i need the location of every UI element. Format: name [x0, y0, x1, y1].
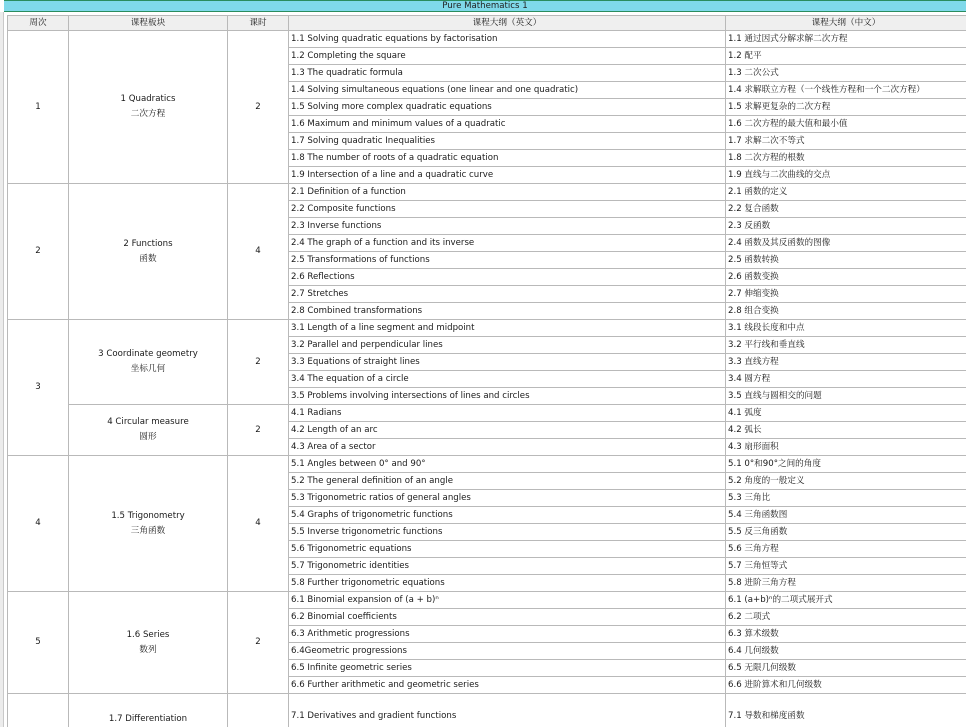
topic-en-cell[interactable]: 5.4 Graphs of trigonometric functions: [289, 507, 726, 524]
module-name-en: 1.7 Differentiation: [108, 714, 188, 724]
topic-cn-cell[interactable]: 1.6 二次方程的最大值和最小值: [726, 116, 966, 133]
table-row: [8, 456, 966, 473]
topic-cn-cell[interactable]: 3.5 直线与圆相交的问题: [726, 388, 966, 405]
hours-cell[interactable]: 2: [228, 592, 289, 694]
week-cell[interactable]: 1: [8, 31, 69, 184]
module-name-en: 1.5 Trigonometry: [111, 510, 185, 521]
topic-en-cell[interactable]: 1.2 Completing the square: [289, 48, 726, 65]
topic-en-cell[interactable]: 5.7 Trigonometric identities: [289, 558, 726, 575]
sheet-title: Pure Mathematics 1: [4, 0, 966, 12]
topic-en-cell[interactable]: 6.1 Binomial expansion of (a + b)ⁿ: [289, 592, 726, 609]
topic-en-cell[interactable]: 2.2 Composite functions: [289, 201, 726, 218]
topic-en-cell[interactable]: 2.6 Reflections: [289, 269, 726, 286]
module-name-cn: 三角函数: [130, 525, 166, 536]
module-name-en: 4 Circular measure: [107, 417, 189, 427]
module-name-en: 1.6 Series: [126, 629, 170, 640]
topic-en-cell[interactable]: 5.6 Trigonometric equations: [289, 541, 726, 558]
week-cell[interactable]: 4: [8, 456, 69, 592]
week-cell[interactable]: 3: [8, 320, 69, 456]
hours-cell[interactable]: 4: [228, 456, 289, 592]
topic-en-cell[interactable]: 2.8 Combined transformations: [289, 303, 726, 320]
week-cell[interactable]: 5: [8, 592, 69, 694]
topic-en-cell[interactable]: 4.3 Area of a sector: [289, 439, 726, 456]
module-name-cn: 函数: [139, 253, 157, 264]
topic-cn-cell[interactable]: 2.6 函数变换: [726, 269, 966, 286]
topic-cn-cell[interactable]: 2.8 组合变换: [726, 303, 966, 320]
hours-cell[interactable]: [228, 694, 289, 727]
topic-en-cell[interactable]: 3.5 Problems involving intersections of lines and circles: [289, 388, 726, 405]
hours-cell[interactable]: 2: [228, 405, 289, 456]
topic-cn-cell[interactable]: 7.1 导数和梯度函数: [726, 694, 966, 727]
topic-cn-cell[interactable]: 1.8 二次方程的根数: [726, 150, 966, 167]
topic-en-cell[interactable]: 2.7 Stretches: [289, 286, 726, 303]
topic-cn-cell[interactable]: 2.5 函数转换: [726, 252, 966, 269]
topic-en-cell[interactable]: 2.5 Transformations of functions: [289, 252, 726, 269]
topic-en-cell[interactable]: 1.3 The quadratic formula: [289, 65, 726, 82]
header-outline-en[interactable]: 课程大纲（英文）: [289, 16, 726, 31]
topic-cn-cell[interactable]: 5.4 三角函数图: [726, 507, 966, 524]
topic-en-cell[interactable]: 2.4 The graph of a function and its inverse: [289, 235, 726, 252]
topic-en-cell[interactable]: 1.5 Solving more complex quadratic equations: [289, 99, 726, 116]
topic-en-cell[interactable]: 1.8 The number of roots of a quadratic equation: [289, 150, 726, 167]
table-row: [8, 184, 966, 201]
topic-en-cell[interactable]: 3.1 Length of a line segment and midpoint: [289, 320, 726, 337]
table-row: [8, 31, 966, 48]
topic-en-cell[interactable]: 1.1 Solving quadratic equations by factorisation: [289, 31, 726, 48]
module-name-en: 1 Quadratics: [120, 94, 176, 104]
topic-cn-cell[interactable]: 2.4 函数及其反函数的图像: [726, 235, 966, 252]
module-cell[interactable]: [69, 592, 228, 694]
module-name-en: 2 Functions: [123, 238, 173, 249]
topic-en-cell[interactable]: 6.4Geometric progressions: [289, 643, 726, 660]
topic-en-cell[interactable]: 5.1 Angles between 0° and 90°: [289, 456, 726, 473]
week-cell[interactable]: 2: [8, 184, 69, 320]
topic-cn-cell[interactable]: 4.3 扇形面积: [726, 439, 966, 456]
module-cell[interactable]: [69, 694, 228, 727]
topic-en-cell[interactable]: 4.2 Length of an arc: [289, 422, 726, 439]
topic-cn-cell[interactable]: 5.8 进阶三角方程: [726, 575, 966, 592]
spreadsheet-grid: [0, 12, 966, 727]
topic-cn-cell[interactable]: 2.1 函数的定义: [726, 184, 966, 201]
header-row: [8, 16, 966, 31]
topic-en-cell[interactable]: 6.5 Infinite geometric series: [289, 660, 726, 677]
topic-cn-cell[interactable]: 5.7 三角恒等式: [726, 558, 966, 575]
topic-en-cell[interactable]: 2.3 Inverse functions: [289, 218, 726, 235]
header-week[interactable]: 周次: [8, 16, 69, 31]
topic-cn-cell[interactable]: 3.3 直线方程: [726, 354, 966, 371]
module-name-en: 3 Coordinate geometry: [98, 349, 198, 359]
topic-cn-cell[interactable]: 1.7 求解二次不等式: [726, 133, 966, 150]
topic-cn-cell[interactable]: 1.2 配平: [726, 48, 966, 65]
module-cell[interactable]: [69, 405, 228, 456]
topic-en-cell[interactable]: 5.2 The general definition of an angle: [289, 473, 726, 490]
week-cell[interactable]: [8, 694, 69, 727]
hours-cell[interactable]: 2: [228, 31, 289, 184]
topic-cn-cell[interactable]: 6.3 算术级数: [726, 626, 966, 643]
topic-cn-cell[interactable]: 4.2 弧长: [726, 422, 966, 439]
topic-cn-cell[interactable]: 6.4 几何级数: [726, 643, 966, 660]
topic-cn-cell[interactable]: 3.1 线段长度和中点: [726, 320, 966, 337]
topic-cn-cell[interactable]: 2.3 反函数: [726, 218, 966, 235]
module-cell[interactable]: [69, 31, 228, 184]
topic-cn-cell[interactable]: 5.3 三角比: [726, 490, 966, 507]
module-name-cn: 圆形: [139, 432, 157, 442]
topic-en-cell[interactable]: 2.1 Definition of a function: [289, 184, 726, 201]
topic-en-cell[interactable]: 1.4 Solving simultaneous equations (one linear and one quadratic): [289, 82, 726, 99]
header-module[interactable]: 课程板块: [69, 16, 228, 31]
syllabus-table: [7, 15, 966, 727]
topic-cn-cell[interactable]: 1.4 求解联立方程（一个线性方程和一个二次方程）: [726, 82, 966, 99]
topic-en-cell[interactable]: 6.6 Further arithmetic and geometric series: [289, 677, 726, 694]
topic-cn-cell[interactable]: 1.5 求解更复杂的二次方程: [726, 99, 966, 116]
topic-cn-cell[interactable]: 2.2 复合函数: [726, 201, 966, 218]
module-name-cn: 坐标几何: [130, 364, 166, 374]
header-hours[interactable]: 课时: [228, 16, 289, 31]
topic-cn-cell[interactable]: 3.4 圆方程: [726, 371, 966, 388]
topic-cn-cell[interactable]: 5.1 0°和90°之间的角度: [726, 456, 966, 473]
table-row: [8, 320, 966, 337]
topic-cn-cell[interactable]: 6.2 二项式: [726, 609, 966, 626]
topic-en-cell[interactable]: 4.1 Radians: [289, 405, 726, 422]
topic-en-cell[interactable]: 1.7 Solving quadratic Inequalities: [289, 133, 726, 150]
hours-cell[interactable]: 2: [228, 320, 289, 405]
topic-cn-cell[interactable]: 5.6 三角方程: [726, 541, 966, 558]
module-cell[interactable]: [69, 456, 228, 592]
table-row: [8, 405, 966, 422]
topic-cn-cell[interactable]: 4.1 弧度: [726, 405, 966, 422]
topic-cn-cell[interactable]: 5.5 反三角函数: [726, 524, 966, 541]
module-name-cn: 二次方程: [130, 109, 166, 119]
topic-en-cell[interactable]: 1.6 Maximum and minimum values of a quadratic: [289, 116, 726, 133]
row-header-edge: [0, 12, 4, 727]
topic-en-cell[interactable]: 7.1 Derivatives and gradient functions: [289, 694, 726, 727]
topic-cn-cell[interactable]: 1.9 直线与二次曲线的交点: [726, 167, 966, 184]
topic-en-cell[interactable]: 3.2 Parallel and perpendicular lines: [289, 337, 726, 354]
topic-en-cell[interactable]: 1.9 Intersection of a line and a quadratic curve: [289, 167, 726, 184]
topic-en-cell[interactable]: 3.3 Equations of straight lines: [289, 354, 726, 371]
topic-cn-cell[interactable]: 6.5 无限几何级数: [726, 660, 966, 677]
table-row: [8, 694, 966, 727]
module-name-cn: 数列: [139, 644, 157, 655]
topic-en-cell[interactable]: 3.4 The equation of a circle: [289, 371, 726, 388]
table-row: [8, 592, 966, 609]
topic-cn-cell[interactable]: 3.2 平行线和垂直线: [726, 337, 966, 354]
topic-en-cell[interactable]: 6.2 Binomial coefficients: [289, 609, 726, 626]
topic-cn-cell[interactable]: 5.2 角度的一般定义: [726, 473, 966, 490]
topic-en-cell[interactable]: 5.5 Inverse trigonometric functions: [289, 524, 726, 541]
module-cell[interactable]: [69, 320, 228, 405]
header-outline-cn[interactable]: 课程大纲（中文）: [726, 16, 966, 31]
hours-cell[interactable]: 4: [228, 184, 289, 320]
topic-cn-cell[interactable]: 1.1 通过因式分解求解二次方程: [726, 31, 966, 48]
topic-cn-cell[interactable]: 2.7 伸缩变换: [726, 286, 966, 303]
table-body: [8, 31, 966, 727]
topic-cn-cell[interactable]: 1.3 二次公式: [726, 65, 966, 82]
topic-en-cell[interactable]: 5.8 Further trigonometric equations: [289, 575, 726, 592]
module-cell[interactable]: [69, 184, 228, 320]
topic-en-cell[interactable]: 6.3 Arithmetic progressions: [289, 626, 726, 643]
topic-cn-cell[interactable]: 6.1 (a+b)ⁿ的二项式展开式: [726, 592, 966, 609]
topic-cn-cell[interactable]: 6.6 进阶算术和几何级数: [726, 677, 966, 694]
topic-en-cell[interactable]: 5.3 Trigonometric ratios of general angles: [289, 490, 726, 507]
